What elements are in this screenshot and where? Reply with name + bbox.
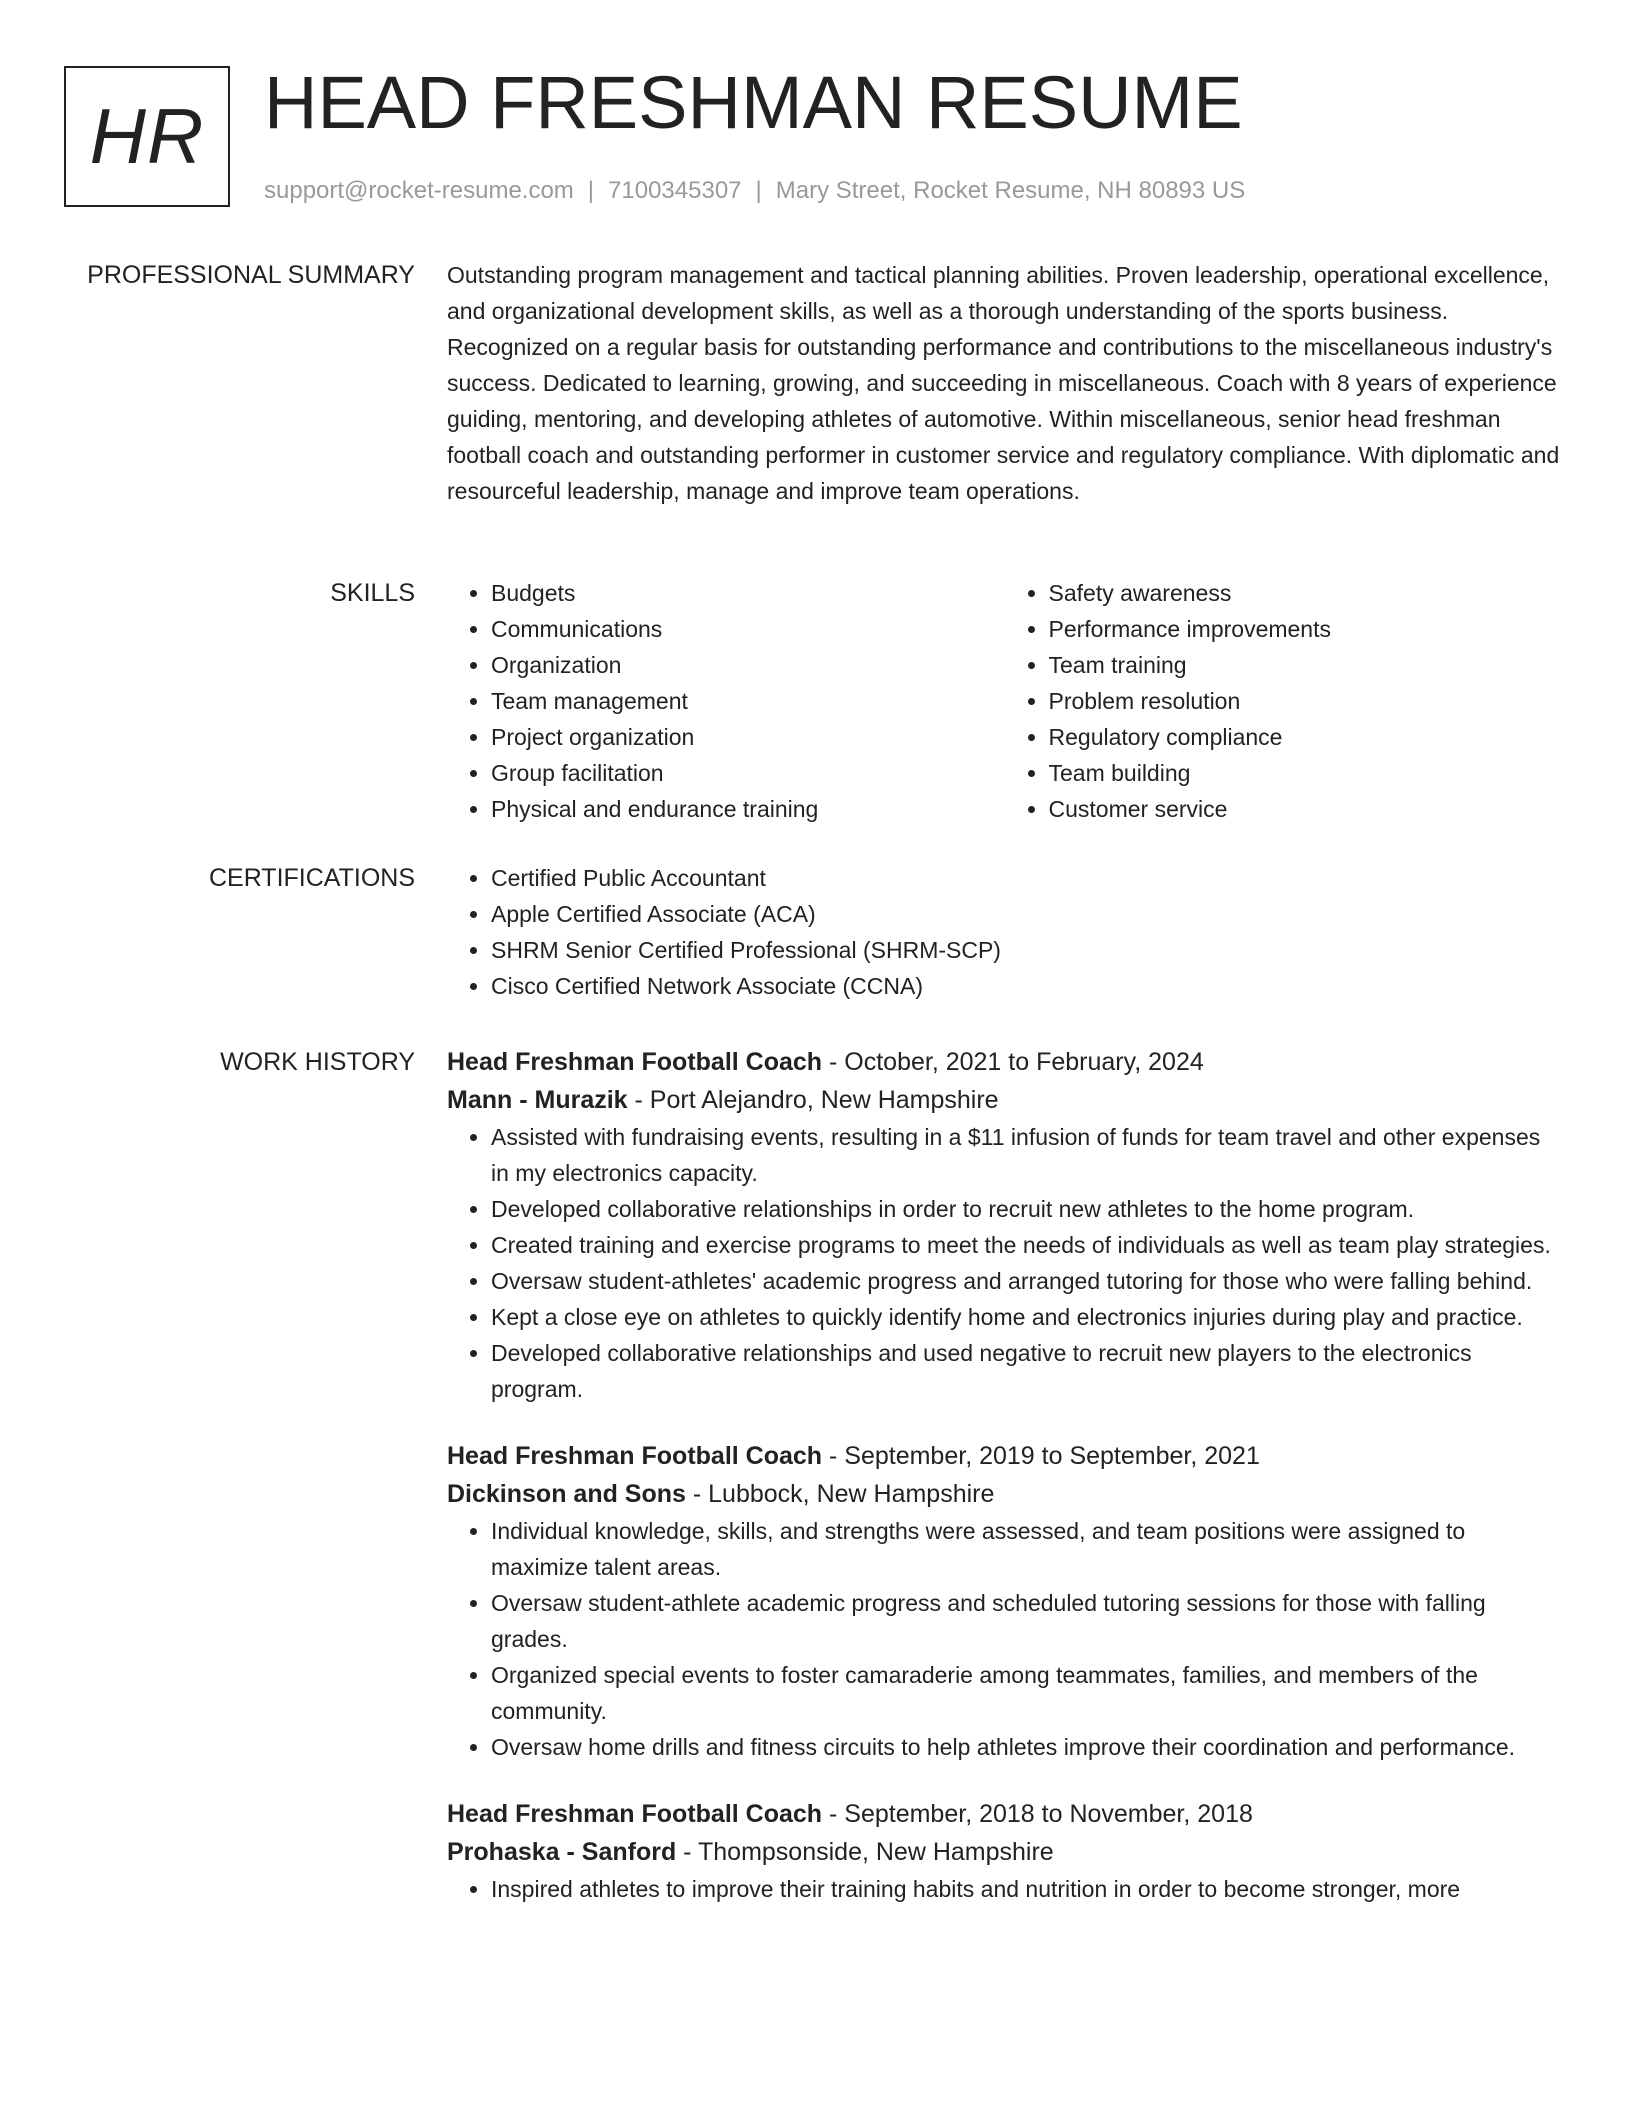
job-company-line — [447, 1081, 1562, 1119]
job-bullets — [447, 1871, 1562, 1907]
job-dates: - September, 2019 to September, 2021 — [822, 1442, 1260, 1470]
summary-body — [447, 257, 1562, 509]
job-dates: - September, 2018 to November, 2018 — [822, 1800, 1253, 1828]
job-company: Dickinson and Sons — [447, 1480, 686, 1508]
skills-heading: SKILLS — [330, 579, 415, 607]
skill-item: • Team building — [1049, 755, 1563, 791]
job-location: - Thompsonside, New Hampshire — [676, 1838, 1054, 1866]
skill-item: • Team management — [491, 683, 1005, 719]
job-company-line — [447, 1833, 1562, 1871]
skill-item: • Project organization — [491, 719, 1005, 755]
job-entry — [447, 1795, 1562, 1907]
work-history-section — [0, 1043, 1632, 2112]
skills-list-left — [447, 575, 1005, 827]
work-history-heading: WORK HISTORY — [220, 1048, 415, 1076]
skill-item: • Regulatory compliance — [1049, 719, 1563, 755]
job-entry — [447, 1437, 1562, 1765]
monogram-box — [64, 66, 230, 207]
job-title-line — [447, 1795, 1562, 1833]
monogram-initials: HR — [89, 92, 205, 180]
job-title: Head Freshman Football Coach — [447, 1048, 823, 1076]
contact-separator: | — [587, 177, 595, 204]
job-location: - Port Alejandro, New Hampshire — [627, 1086, 999, 1114]
job-bullet: • Developed collaborative relationships in order to recruit new athletes to the home program. — [491, 1191, 1562, 1227]
certification-item: • SHRM Senior Certified Professional (SHRM-SCP) — [491, 932, 1562, 968]
job-dates: - October, 2021 to February, 2024 — [822, 1048, 1204, 1076]
job-company: Mann - Murazik — [447, 1086, 628, 1114]
summary-section — [0, 257, 1632, 557]
skill-item: • Physical and endurance training — [491, 791, 1005, 827]
job-bullet: • Kept a close eye on athletes to quickly identify home and electronics injuries during play and practice. — [491, 1299, 1562, 1335]
certifications-list — [447, 860, 1562, 1004]
certifications-section — [0, 860, 1632, 1020]
certifications-body — [447, 860, 1562, 1004]
certification-item: • Apple Certified Associate (ACA) — [491, 896, 1562, 932]
skill-item: • Customer service — [1049, 791, 1563, 827]
skills-list-right — [1005, 575, 1563, 827]
summary-text: Outstanding program management and tactical planning abilities. Proven leadership, operational excellence, and organizational development skills, as well as a thorough understanding of the sports business. Recognized on a regular basis for outstanding performance and contributions to the miscellaneous industry's success. Dedicated to learning, growing, and succeeding in miscellaneous. Coach with 8 years of experience guiding, mentoring, and developing athletes of automotive. Within miscellaneous, senior head freshman football coach and outstanding performer in customer service and regulatory compliance. With diplomatic and resourceful leadership, manage and improve team operations. — [447, 262, 1560, 504]
skill-item: • Performance improvements — [1049, 611, 1563, 647]
job-title-line — [447, 1043, 1562, 1081]
skill-item: • Communications — [491, 611, 1005, 647]
job-entry — [447, 1043, 1562, 1407]
summary-heading: PROFESSIONAL SUMMARY — [87, 261, 415, 289]
certification-item: • Cisco Certified Network Associate (CCNA) — [491, 968, 1562, 1004]
job-title: Head Freshman Football Coach — [447, 1442, 823, 1470]
job-bullets — [447, 1119, 1562, 1407]
job-bullets — [447, 1513, 1562, 1765]
skill-item: • Problem resolution — [1049, 683, 1563, 719]
skill-item: • Safety awareness — [1049, 575, 1563, 611]
job-company-line — [447, 1475, 1562, 1513]
job-bullet: • Inspired athletes to improve their training habits and nutrition in order to become stronger, more — [491, 1871, 1562, 1907]
contact-separator: | — [755, 177, 762, 204]
skill-item: • Team training — [1049, 647, 1563, 683]
job-bullet: • Individual knowledge, skills, and strengths were assessed, and team positions were assigned to maximize talent areas. — [491, 1513, 1562, 1585]
job-bullet: • Assisted with fundraising events, resulting in a $11 infusion of funds for team travel and other expenses in my electronics capacity. — [491, 1119, 1562, 1191]
contact-email[interactable]: support@rocket-resume.com — [264, 177, 574, 204]
job-bullet: • Created training and exercise programs to meet the needs of individuals as well as team play strategies. — [491, 1227, 1562, 1263]
job-bullet: • Oversaw student-athletes' academic progress and arranged tutoring for those who were falling behind. — [491, 1263, 1562, 1299]
contact-phone[interactable]: 7100345307 — [608, 177, 742, 204]
skills-columns — [447, 575, 1562, 827]
certifications-heading: CERTIFICATIONS — [208, 864, 415, 892]
skills-section — [0, 575, 1632, 835]
job-title: Head Freshman Football Coach — [447, 1800, 823, 1828]
job-bullet: • Oversaw student-athlete academic progress and scheduled tutoring sessions for those with falling grades. — [491, 1585, 1562, 1657]
job-title-line — [447, 1437, 1562, 1475]
skills-body — [447, 575, 1562, 827]
job-location: - Lubbock, New Hampshire — [685, 1480, 995, 1508]
job-bullet: • Developed collaborative relationships and used negative to recruit new players to the electronics program. — [491, 1335, 1562, 1407]
skill-item: • Organization — [491, 647, 1005, 683]
work-history-body — [447, 1043, 1562, 1937]
job-bullet: • Organized special events to foster camaraderie among teammates, families, and members of the community. — [491, 1657, 1562, 1729]
certification-item: • Certified Public Accountant — [491, 860, 1562, 896]
skill-item: • Group facilitation — [491, 755, 1005, 791]
job-bullet: • Oversaw home drills and fitness circuits to help athletes improve their coordination and performance. — [491, 1729, 1562, 1765]
job-company: Prohaska - Sanford — [447, 1838, 677, 1866]
resume-title: HEAD FRESHMAN RESUME — [264, 61, 1243, 144]
contact-address: Mary Street, Rocket Resume, NH 80893 US — [775, 177, 1246, 204]
contact-line — [264, 175, 1245, 207]
skill-item: • Budgets — [491, 575, 1005, 611]
